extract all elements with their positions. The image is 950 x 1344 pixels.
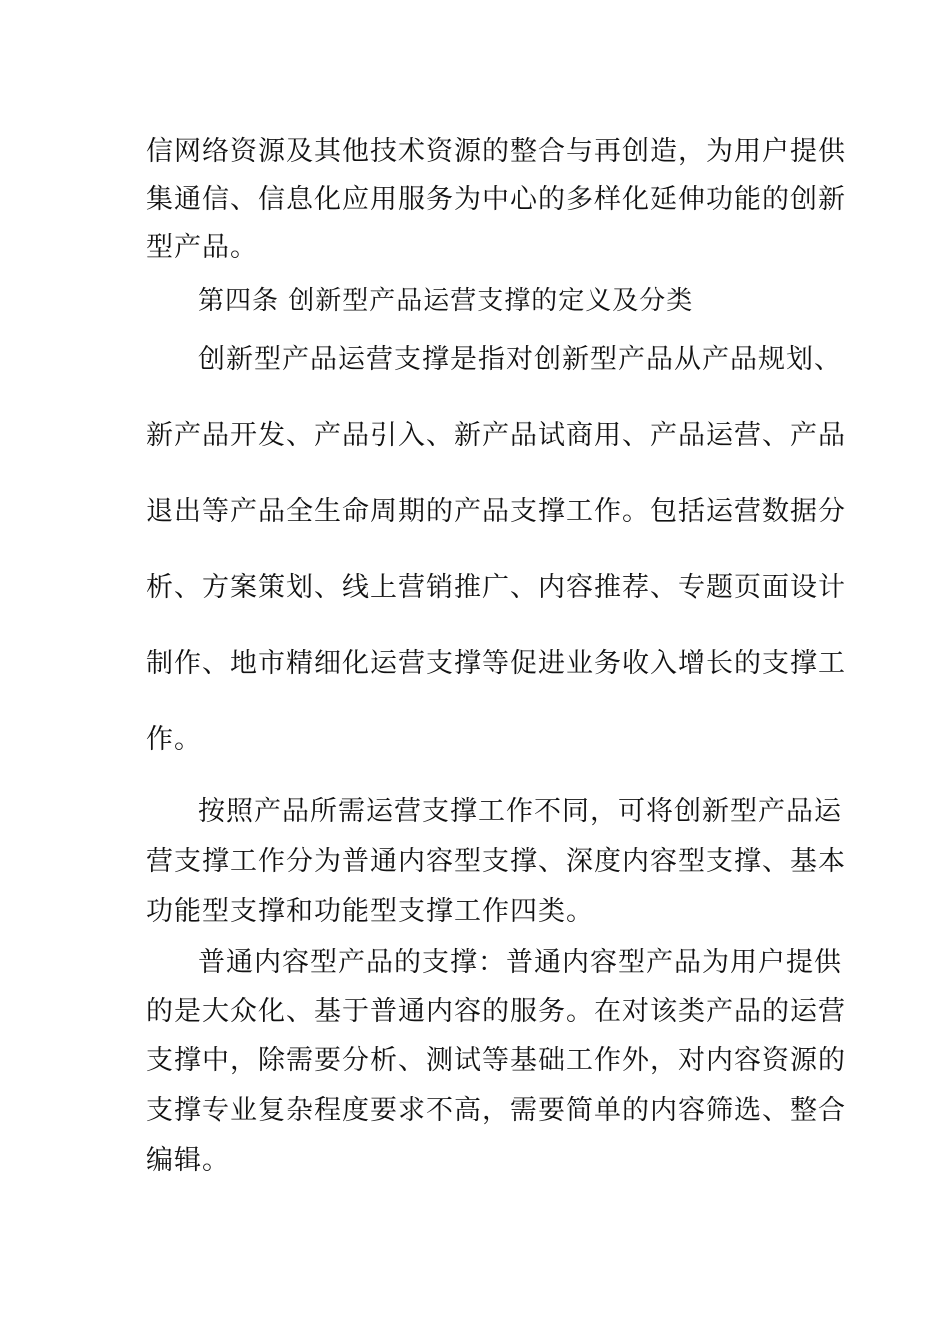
paragraph-line: 普通内容型产品的支撑：普通内容型产品为用户提供 [198,947,842,978]
paragraph-line: 新产品开发、产品引入、新产品试商用、产品运营、产品 [146,420,846,451]
paragraph-line: 信网络资源及其他技术资源的整合与再创造，为用户提供 [146,136,846,167]
paragraph-line: 编辑。 [146,1145,230,1176]
paragraph-line: 营支撑工作分为普通内容型支撑、深度内容型支撑、基本 [146,846,846,877]
section-heading: 第四条 创新型产品运营支撑的定义及分类 [198,286,694,316]
paragraph-line: 创新型产品运营支撑是指对创新型产品从产品规划、 [198,344,842,375]
paragraph-line: 的是大众化、基于普通内容的服务。在对该类产品的运营 [146,996,846,1027]
paragraph-line: 集通信、信息化应用服务为中心的多样化延伸功能的创新 [146,184,846,215]
paragraph-line: 支撑专业复杂程度要求不高，需要简单的内容筛选、整合 [146,1095,846,1126]
paragraph-line: 退出等产品全生命周期的产品支撑工作。包括运营数据分 [146,496,846,527]
paragraph-line: 功能型支撑和功能型支撑工作四类。 [146,896,594,927]
paragraph-line: 按照产品所需运营支撑工作不同，可将创新型产品运 [198,796,842,827]
paragraph-line: 作。 [146,724,202,755]
paragraph-line: 支撑中，除需要分析、测试等基础工作外，对内容资源的 [146,1045,846,1076]
paragraph-line: 制作、地市精细化运营支撑等促进业务收入增长的支撑工 [146,648,846,679]
paragraph-line: 析、方案策划、线上营销推广、内容推荐、专题页面设计 [146,572,846,603]
paragraph-line: 型产品。 [146,232,258,263]
